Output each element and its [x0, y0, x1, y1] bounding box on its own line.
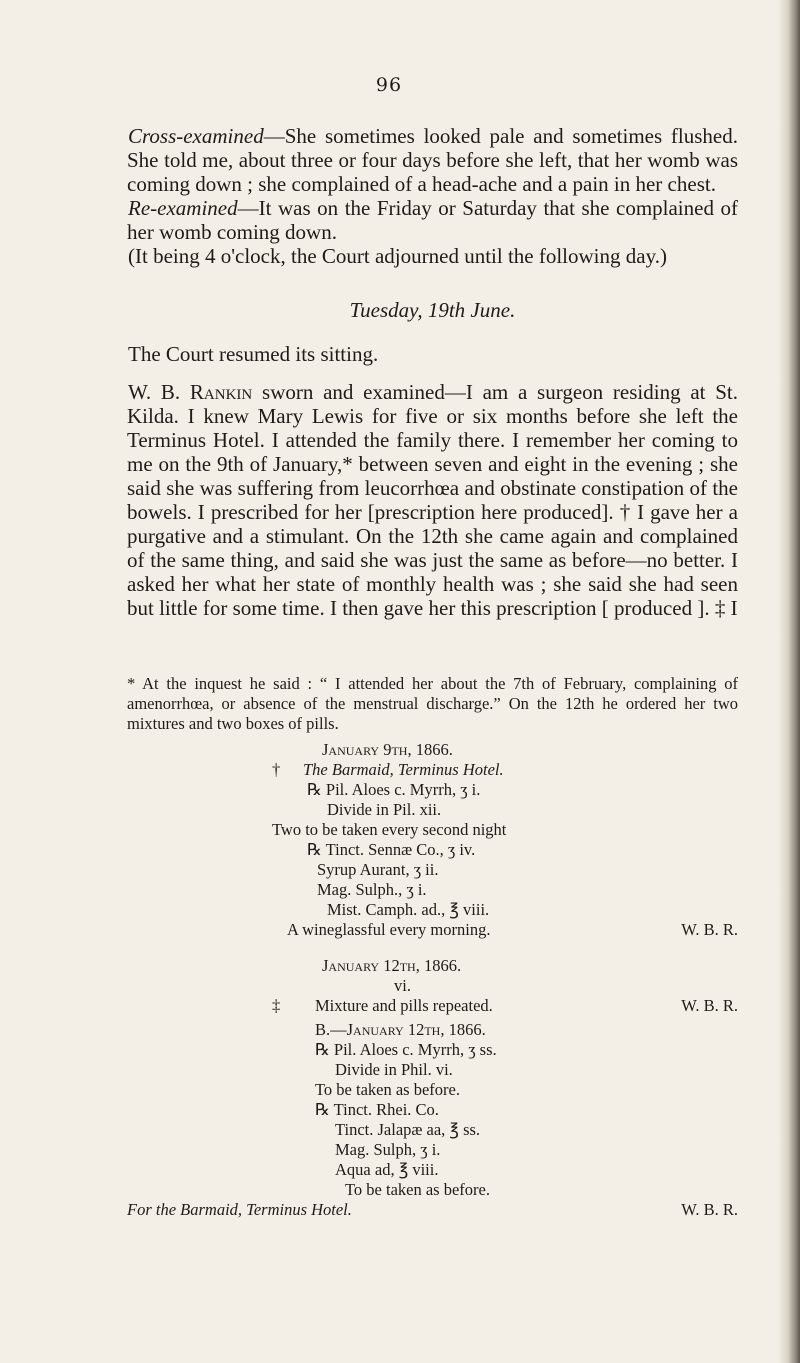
- heading-day: Tuesday,: [349, 298, 423, 322]
- rx3-line: [127, 1120, 738, 1140]
- rx1-line-4: ℞ Tinct. Sennæ Co., ʒ iv.: [307, 840, 476, 859]
- rx3-addressee-line: [127, 1200, 738, 1220]
- paragraph-court-resumed: The Court resumed its sitting.: [128, 342, 379, 366]
- rx1-line: [127, 820, 738, 840]
- paragraph-adjourned: (It being 4 o'clock, the Court adjourned until the following day.): [128, 244, 667, 268]
- rx3-line-8: To be taken as before.: [345, 1180, 490, 1199]
- rx2-date-line: [127, 956, 738, 976]
- rx1-line: [127, 900, 738, 920]
- rx3-line: [127, 1100, 738, 1120]
- rx1-addressee: The Barmaid, Terminus Hotel.: [303, 760, 504, 779]
- re-examined-lead: Re-examined: [128, 196, 238, 220]
- page-edge-shadow: [778, 0, 800, 1363]
- rx1-mark: †: [272, 760, 281, 779]
- rx1-line-6: Mag. Sulph., ʒ i.: [317, 880, 427, 899]
- rx3-line: [127, 1080, 738, 1100]
- rx3-line: [127, 1180, 738, 1200]
- rx3-line: [127, 1040, 738, 1060]
- rx3-addressee: For the Barmaid, Terminus Hotel.: [127, 1200, 352, 1219]
- rx3-date: B.—January 12th, 1866.: [315, 1020, 486, 1039]
- paragraph-rankin-testimony: [127, 380, 738, 620]
- paragraph-cross-examined: [127, 124, 738, 196]
- rx1-line-7: Mist. Camph. ad., ℥ viii.: [327, 900, 490, 919]
- rankin-testimony-text: sworn and examined—I am a surgeon residing at St. Kilda. I knew Mary Lewis for five or six months before she left the Terminus Hotel. I attended the family there. I remember her coming to me on the 9th of January,* between seven and eight in the evening ; she said she was suffering from leucorrhœa and obstinate constipation of the bowels. I prescribed for her [prescription here produced]. † I gave her a purgative and a stimulant. On the 12th she came again and complained of the same thing, and said she was just the same as before—no better. I asked her what her state of monthly health was ; she said she had seen but little for some time. I then gave her this prescription [ produced ]. ‡ I: [127, 380, 739, 620]
- rx3-line-3: To be taken as before.: [315, 1080, 460, 1099]
- rx3-line: [127, 1060, 738, 1080]
- rx2-repeat: Mixture and pills repeated.: [315, 996, 493, 1015]
- rx3-line-4: ℞ Tinct. Rhei. Co.: [315, 1100, 439, 1119]
- footnotes: [127, 674, 738, 1220]
- rx1-line-2: Divide in Pil. xii.: [327, 800, 442, 819]
- rx1-line: [127, 860, 738, 880]
- rx1-line-3: Two to be taken every second night: [272, 820, 507, 839]
- rx1-date-line: [127, 740, 738, 760]
- rx3-line-7: Aqua ad, ℥ viii.: [335, 1160, 439, 1179]
- page-number: 96: [375, 74, 403, 96]
- cross-examined-lead: Cross-examined: [128, 124, 264, 148]
- rx2-date: January 12th, 1866.: [322, 956, 462, 975]
- rx1-line-5: Syrup Aurant, ʒ ii.: [317, 860, 439, 879]
- rx3-date-line: [127, 1020, 738, 1040]
- rx1-date: January 9th, 1866.: [322, 740, 453, 759]
- rx2-repeat-line: [127, 996, 738, 1016]
- rx1-line-1: ℞ Pil. Aloes c. Myrrh, ʒ i.: [307, 780, 481, 799]
- rx2-signature: W. B. R.: [681, 996, 738, 1015]
- paragraph-re-examined: [127, 196, 738, 244]
- rx3-line-1: ℞ Pil. Aloes c. Myrrh, ʒ ss.: [315, 1040, 497, 1059]
- section-heading: [127, 298, 738, 322]
- main-text: [127, 124, 738, 620]
- re-examined-text: —It was on the Friday or Saturday that she complained of her womb coming down.: [127, 196, 738, 244]
- rx1-line: [127, 920, 738, 940]
- rx1-addressee-line: [127, 760, 738, 780]
- rx3-line-5: Tinct. Jalapæ aa, ℥ ss.: [335, 1120, 481, 1139]
- cross-examined-text: —She sometimes looked pale and sometimes flushed. She told me, about three or four days before she left, that her womb was coming down ; she complained of a head-ache and a pain in her chest.: [127, 124, 738, 196]
- heading-date: 19th June.: [427, 298, 516, 322]
- rankin-surname: Rankin: [189, 380, 253, 404]
- rx1-line-8: A wineglassful every morning.: [287, 920, 491, 939]
- rx1-line: [127, 800, 738, 820]
- rx3-line: [127, 1140, 738, 1160]
- rx2-numeral: vi.: [394, 976, 411, 995]
- rx2-mark: ‡: [272, 996, 281, 1015]
- rx1-line: [127, 880, 738, 900]
- rx3-line-2: Divide in Phil. vi.: [335, 1060, 453, 1079]
- rx3-line: [127, 1160, 738, 1180]
- rx2-numeral-line: [127, 976, 738, 996]
- rankin-initials: W. B.: [128, 380, 190, 404]
- rx1-line: [127, 780, 738, 800]
- footnote-star: * At the inquest he said : “ I attended her about the 7th of February, complaining of amenorrhœa, or absence of the menstrual discharge.” On the 12th he ordered her two mixtures and two boxes of pills.: [127, 674, 738, 733]
- rx1-line: [127, 840, 738, 860]
- rx1-signature: W. B. R.: [681, 920, 738, 939]
- rx3-line-6: Mag. Sulph, ʒ i.: [335, 1140, 441, 1159]
- rx3-signature: W. B. R.: [681, 1200, 738, 1219]
